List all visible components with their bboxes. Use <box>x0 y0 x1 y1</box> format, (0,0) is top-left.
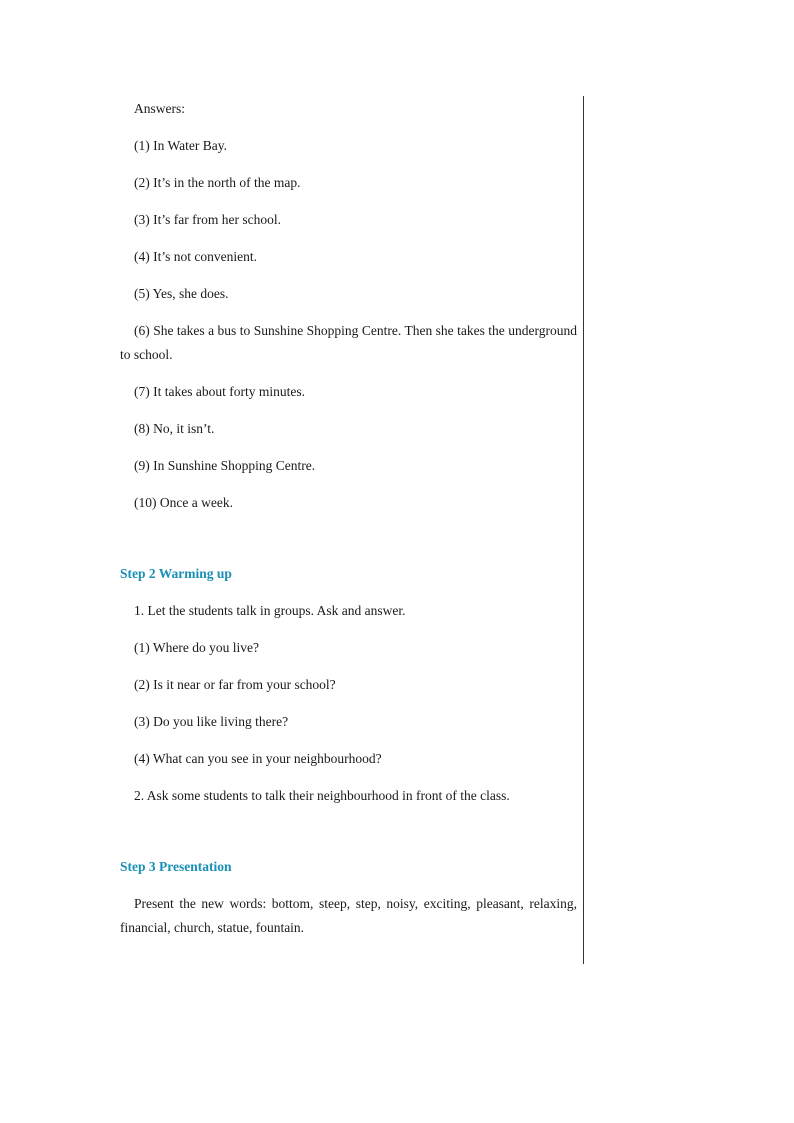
answer-item: (9) In Sunshine Shopping Centre. <box>134 458 316 473</box>
step2-question: (1) Where do you live? <box>134 640 259 655</box>
answer-item: (10) Once a week. <box>134 495 233 510</box>
step2-question: (3) Do you like living there? <box>134 714 289 729</box>
answer-item: (8) No, it isn’t. <box>134 421 215 436</box>
step2-question: (2) Is it near or far from your school? <box>134 677 336 692</box>
answers-heading: Answers: <box>134 101 185 116</box>
page-content <box>120 97 577 953</box>
answer-item: (7) It takes about forty minutes. <box>134 384 305 399</box>
answer-item: (4) It’s not convenient. <box>134 249 257 264</box>
answer-item: (2) It’s in the north of the map. <box>134 175 301 190</box>
answer-item: (1) In Water Bay. <box>134 138 228 153</box>
step2-item2: 2. Ask some students to talk their neighbourhood in front of the class. <box>134 788 510 803</box>
margin-rule <box>583 96 584 964</box>
step3-text: Present the new words: bottom, steep, step, noisy, exciting, pleasant, relaxing, financial, church, statue, fountain. <box>120 896 577 935</box>
answer-item: (6) She takes a bus to Sunshine Shopping Centre. Then she takes the underground to school. <box>120 323 577 362</box>
answer-item: (5) Yes, she does. <box>134 286 229 301</box>
step2-intro: 1. Let the students talk in groups. Ask and answer. <box>134 603 406 618</box>
step3-heading: Step 3 Presentation <box>120 859 232 874</box>
answer-item: (3) It’s far from her school. <box>134 212 281 227</box>
step2-heading: Step 2 Warming up <box>120 566 232 581</box>
step2-question: (4) What can you see in your neighbourhood? <box>134 751 382 766</box>
